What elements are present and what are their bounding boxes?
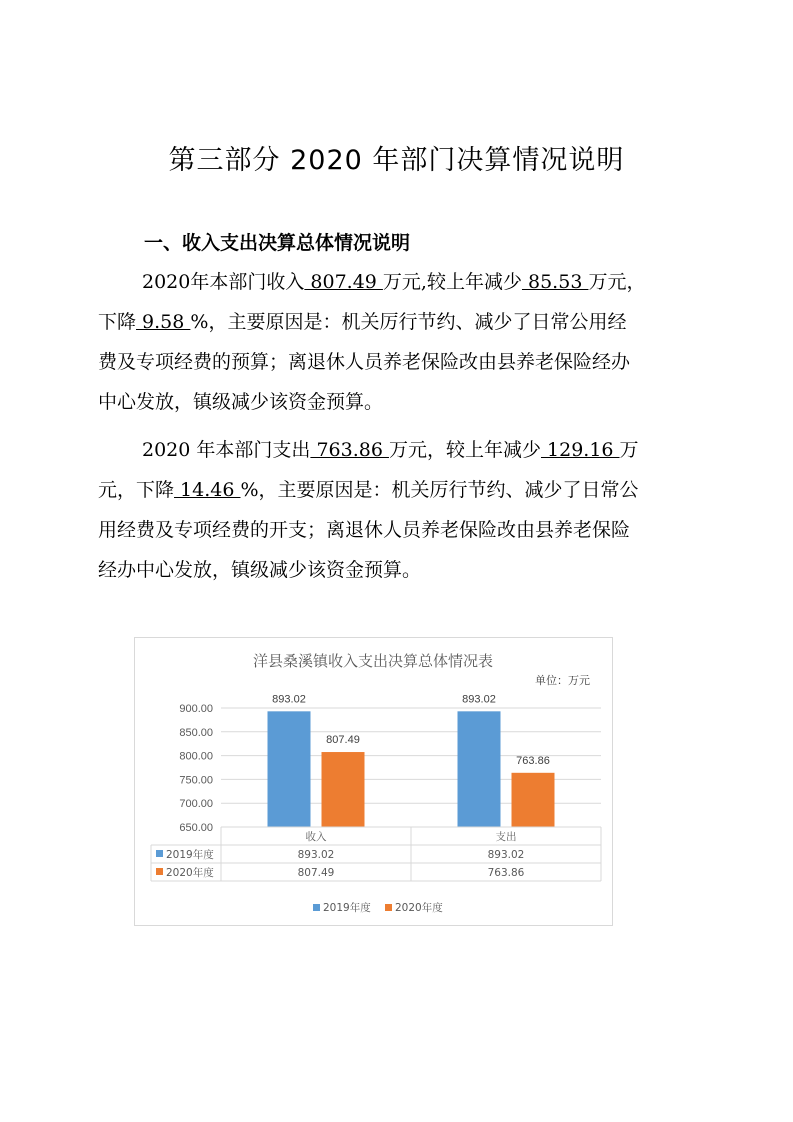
table-header-cell: 支出 <box>495 831 517 843</box>
table-row-label: 2020年度 <box>166 867 214 879</box>
paragraph-line <box>98 302 698 342</box>
legend-key-swatch <box>156 868 163 875</box>
legend-label: 2020年度 <box>395 902 443 914</box>
bar-2019-expense <box>458 711 501 827</box>
paragraph-line: 经办中心发放，镇级减少该资金预算。 <box>98 559 422 581</box>
paragraph-line: 费及专项经费的预算；离退休人员养老保险改由县养老保险经办 <box>98 351 631 373</box>
text-segment: 万元，较上年减少 <box>388 439 541 461</box>
income-decrease-value: 85.53 <box>521 271 589 293</box>
paragraph-line: 中心发放，镇级减少该资金预算。 <box>98 391 384 413</box>
bar-2019-income <box>268 711 311 827</box>
bar-2020-expense <box>512 773 555 827</box>
data-table <box>151 827 601 881</box>
y-axis-ticks <box>179 703 213 834</box>
section-heading: 一、收入支出决算总体情况说明 <box>144 232 411 254</box>
chart-unit-label: 单位：万元 <box>535 674 590 687</box>
legend-swatch <box>313 904 320 911</box>
data-label: 807.49 <box>326 734 360 747</box>
y-tick-label: 850.00 <box>179 726 213 739</box>
expense-paragraph <box>98 430 698 590</box>
text-segment: 万元,较上年减少 <box>382 271 522 293</box>
paragraph-line <box>98 470 698 510</box>
legend-key-swatch <box>156 850 163 857</box>
expense-value: 763.86 <box>310 439 389 461</box>
data-label: 763.86 <box>516 754 550 767</box>
y-tick-label: 650.00 <box>179 822 213 834</box>
y-tick-label: 800.00 <box>179 750 213 763</box>
text-segment: 万 <box>619 439 639 461</box>
text-segment: 元，下降 <box>98 479 175 501</box>
legend-swatch <box>385 904 392 911</box>
legend <box>313 901 443 914</box>
income-decrease-percent: 9.58 <box>136 311 191 333</box>
table-row-label: 2019年度 <box>166 849 214 861</box>
y-tick-label: 700.00 <box>179 798 213 811</box>
income-expense-chart <box>134 637 613 926</box>
expense-decrease-value: 129.16 <box>540 439 620 461</box>
paragraph-line <box>98 430 698 470</box>
y-tick-label: 900.00 <box>179 703 213 715</box>
table-value-cell: 807.49 <box>297 867 335 879</box>
text-segment: 下降 <box>98 311 137 333</box>
table-value-cell: 893.02 <box>297 849 335 861</box>
bar-2020-income <box>322 752 365 827</box>
chart-title: 洋县桑溪镇收入支出决算总体情况表 <box>252 652 494 670</box>
legend-label: 2019年度 <box>323 902 371 914</box>
y-tick-label: 750.00 <box>179 774 213 787</box>
income-paragraph <box>98 262 698 422</box>
data-label: 893.02 <box>272 693 306 706</box>
table-value-cell: 763.86 <box>487 867 525 879</box>
text-segment: 2020 年本部门支出 <box>142 439 311 461</box>
bars <box>268 711 555 827</box>
table-value-cell: 893.02 <box>487 849 525 861</box>
expense-decrease-percent: 14.46 <box>174 479 241 501</box>
table-header-cell: 收入 <box>305 831 327 843</box>
chart-canvas <box>135 638 612 925</box>
paragraph-line <box>98 262 698 302</box>
text-segment: %，主要原因是：机关厉行节约、减少了日常公用经 <box>190 311 627 333</box>
text-segment: 2020年本部门收入 <box>142 271 305 293</box>
page-title: 第三部分 2020 年部门决算情况说明 <box>168 145 625 176</box>
income-value: 807.49 <box>304 271 383 293</box>
paragraph-line: 用经费及专项经费的开支；离退休人员养老保险改由县养老保险 <box>98 519 631 541</box>
data-label: 893.02 <box>462 693 496 706</box>
text-segment: 万元， <box>588 271 646 293</box>
text-segment: %，主要原因是：机关厉行节约、减少了日常公 <box>240 479 639 501</box>
